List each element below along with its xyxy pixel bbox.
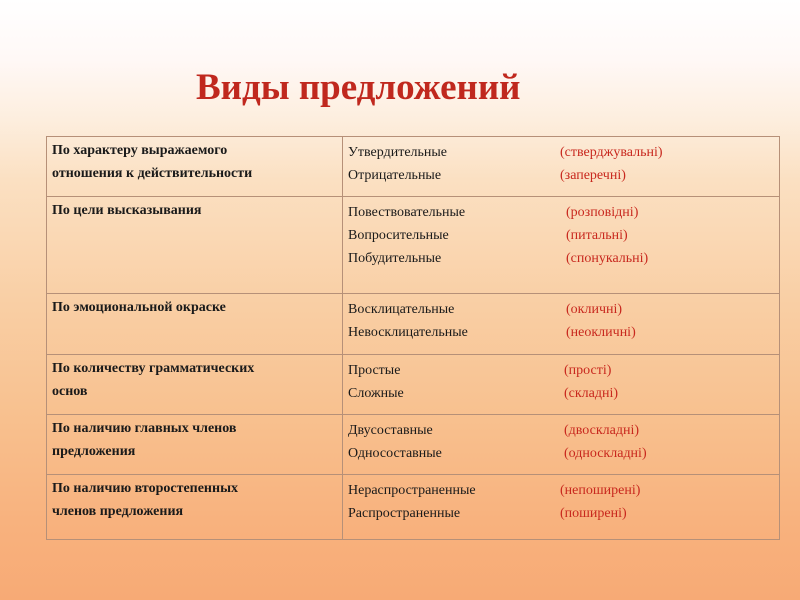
type-ru: Простые [348, 363, 401, 378]
types-cell [343, 355, 780, 415]
type-ru: Двусоставные [348, 423, 433, 438]
category-line: предложения [52, 444, 136, 459]
table-row [47, 415, 780, 475]
list-item [348, 502, 774, 525]
list-item [348, 298, 774, 321]
type-ua: (складні) [564, 386, 619, 401]
type-ua: (неокличні) [566, 325, 636, 340]
list-item [348, 201, 774, 224]
category-line: основ [52, 384, 88, 399]
type-ua: (двоскладні) [564, 423, 640, 438]
type-ua: (поширені) [560, 506, 627, 521]
types-cell [343, 197, 780, 294]
types-cell [343, 475, 780, 540]
type-ua: (розповідні) [566, 205, 639, 220]
type-ua: (непоширені) [560, 483, 641, 498]
category-line: По цели высказывания [52, 203, 202, 218]
category-line: членов предложения [52, 504, 184, 519]
list-item [348, 247, 774, 270]
list-item [348, 141, 774, 164]
type-ru: Отрицательные [348, 168, 442, 183]
types-cell [343, 294, 780, 355]
category-line: отношения к действительности [52, 166, 253, 181]
list-item [348, 224, 774, 247]
types-cell [343, 137, 780, 197]
list-item [348, 419, 774, 442]
category-cell [47, 355, 343, 415]
type-ua: (заперечні) [560, 168, 626, 183]
type-ua: (односкладні) [564, 446, 647, 461]
category-cell [47, 294, 343, 355]
list-item [348, 479, 774, 502]
list-item [348, 359, 774, 382]
sentence-types-table [46, 136, 780, 540]
page-title: Виды предложений [196, 67, 521, 108]
list-item [348, 382, 774, 405]
category-line: По характеру выражаемого [52, 143, 228, 158]
type-ua: (окличні) [566, 302, 623, 317]
category-line: По наличию главных членов [52, 421, 237, 436]
type-ru: Односоставные [348, 446, 442, 461]
table-row [47, 475, 780, 540]
category-cell [47, 415, 343, 475]
type-ru: Нераспространенные [348, 483, 476, 498]
type-ru: Восклицательные [348, 302, 455, 317]
type-ua: (прості) [564, 363, 612, 378]
type-ru: Сложные [348, 386, 404, 401]
category-line: По наличию второстепенных [52, 481, 238, 496]
category-cell [47, 475, 343, 540]
table-row [47, 294, 780, 355]
table-row [47, 355, 780, 415]
type-ru: Побудительные [348, 251, 442, 266]
list-item [348, 321, 774, 344]
category-line: По эмоциональной окраске [52, 300, 226, 315]
category-cell [47, 137, 343, 197]
category-line: По количеству грамматических [52, 361, 255, 376]
category-cell [47, 197, 343, 294]
type-ua: (спонукальні) [566, 251, 649, 266]
type-ru: Вопросительные [348, 228, 449, 243]
type-ua: (стверджувальні) [560, 145, 663, 160]
type-ru: Утвердительные [348, 145, 448, 160]
type-ru: Невосклицательные [348, 325, 468, 340]
table-row [47, 197, 780, 294]
type-ru: Распространенные [348, 506, 461, 521]
list-item [348, 442, 774, 465]
types-cell [343, 415, 780, 475]
type-ru: Повествовательные [348, 205, 466, 220]
list-item [348, 164, 774, 187]
type-ua: (питальні) [566, 228, 628, 243]
table-row [47, 137, 780, 197]
